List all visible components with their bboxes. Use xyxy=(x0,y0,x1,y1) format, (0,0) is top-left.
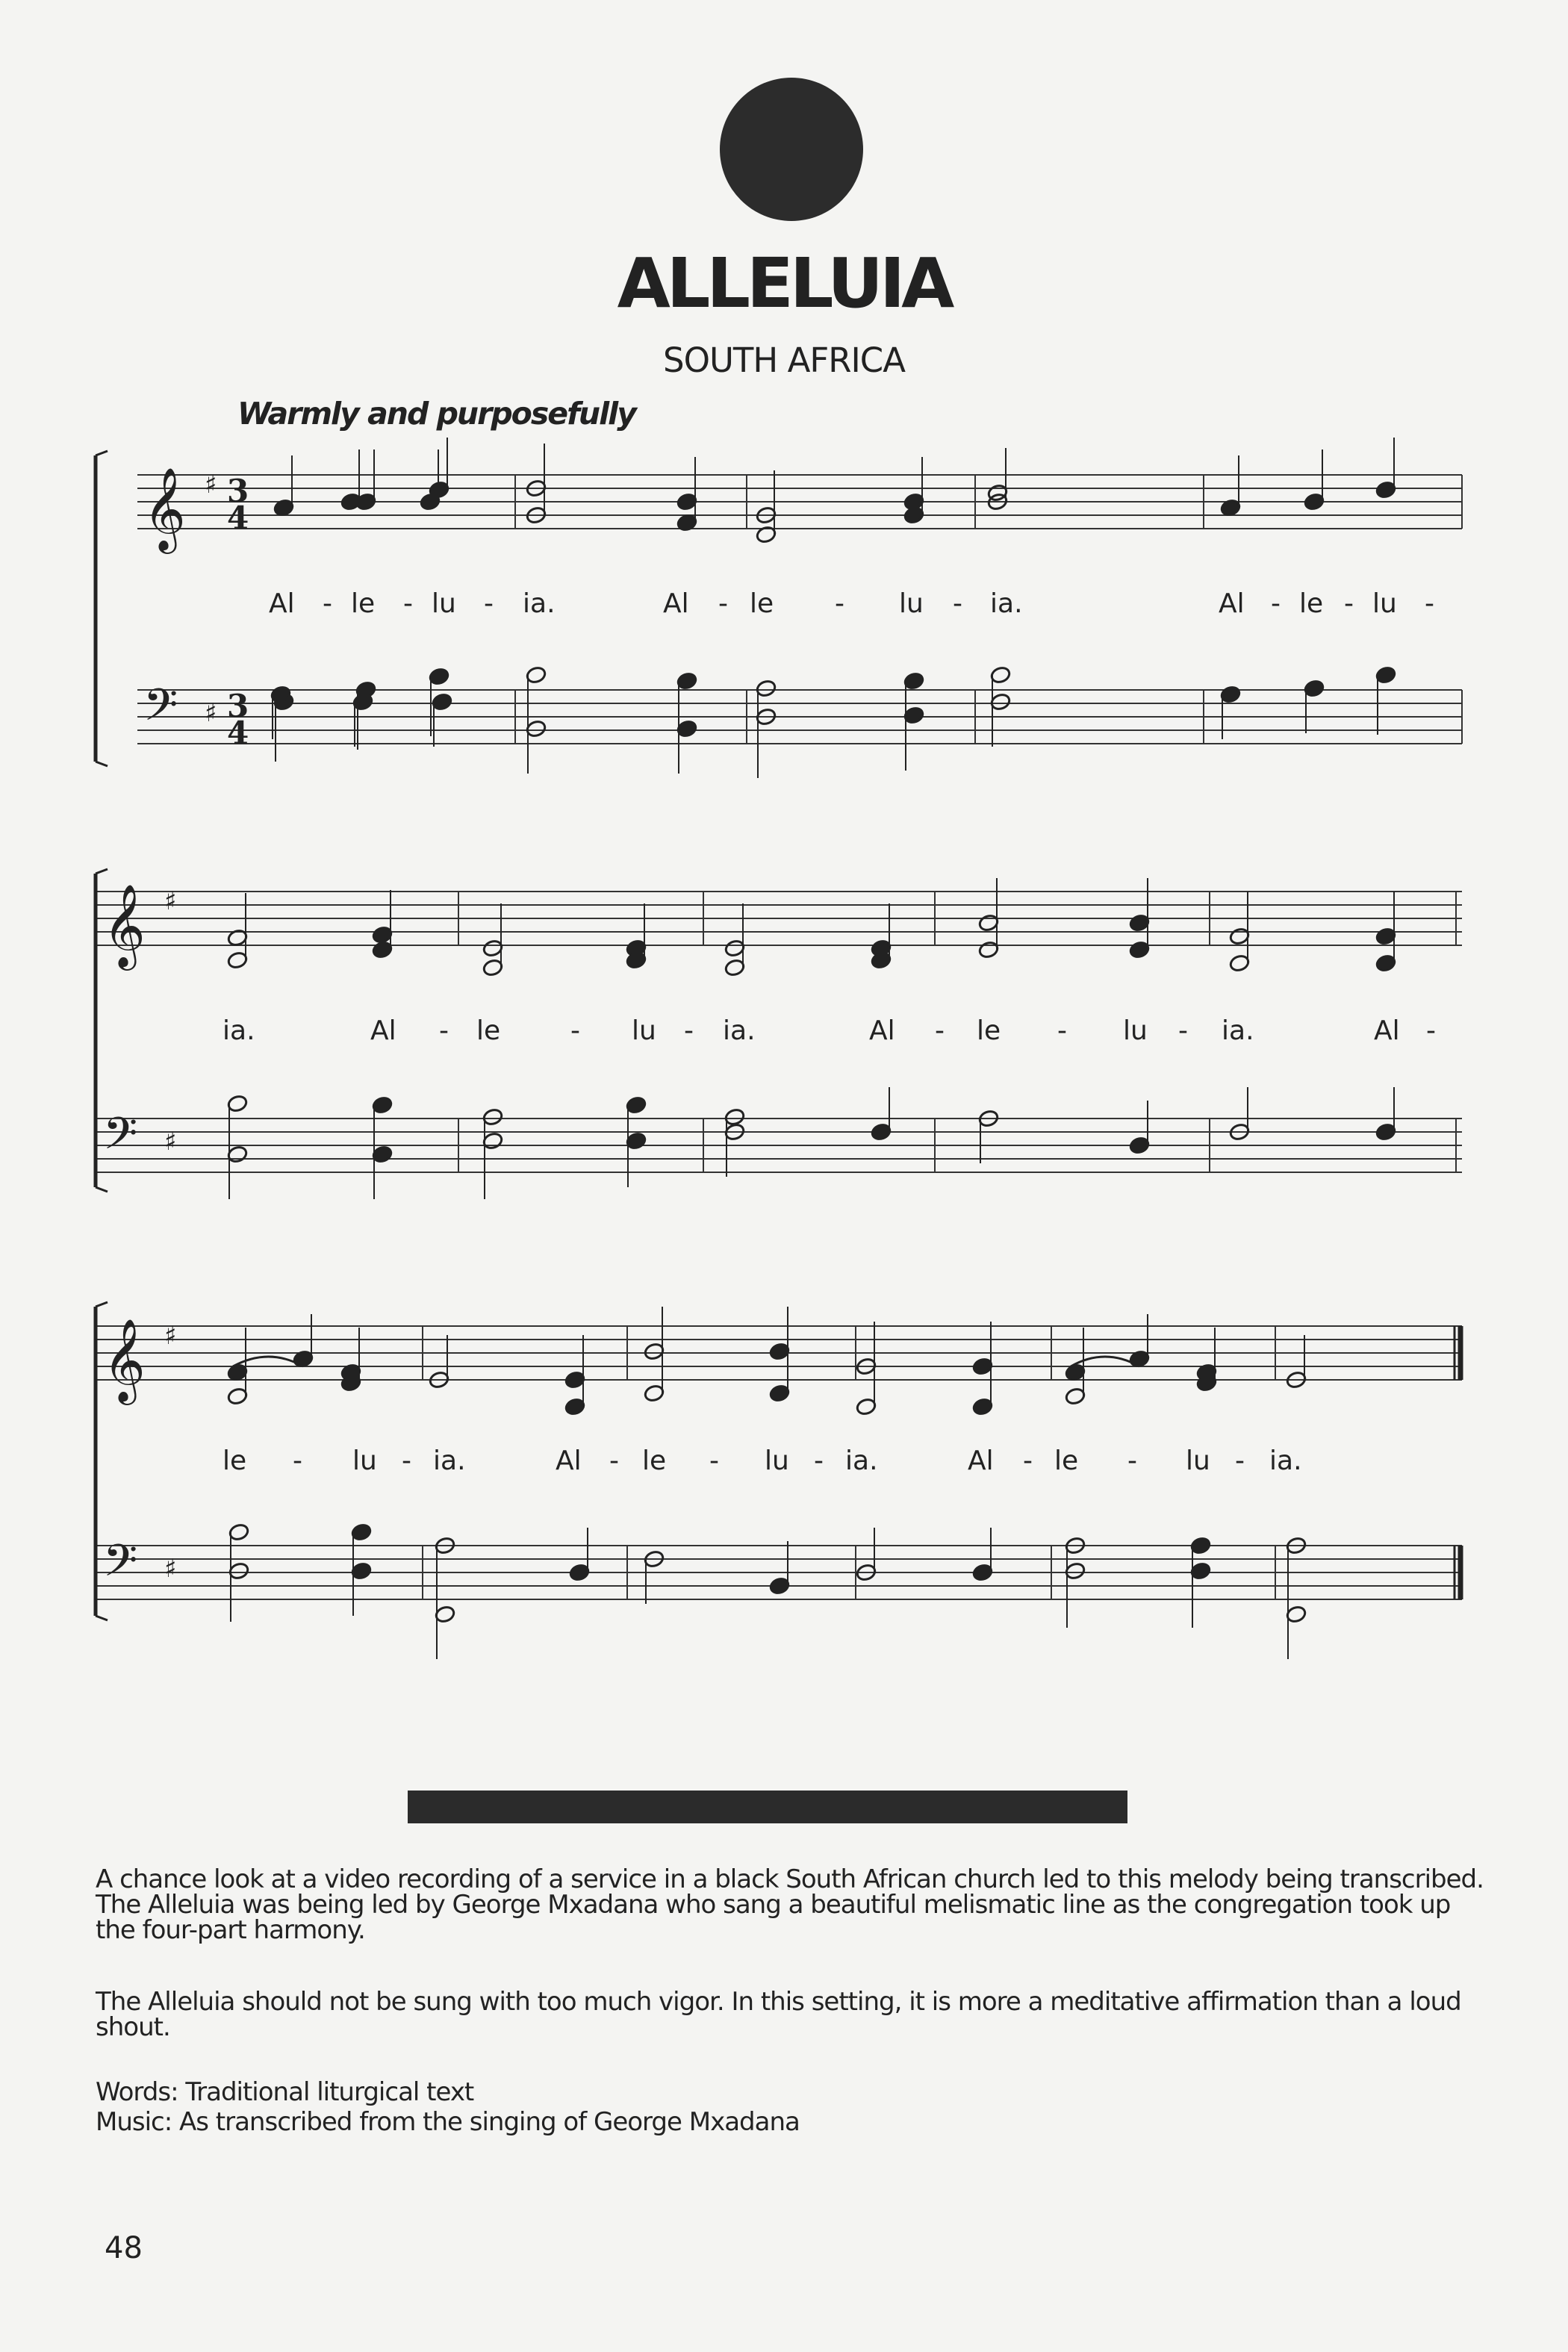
lyric-syllable: Al xyxy=(269,588,295,619)
system-bracket xyxy=(96,869,108,874)
lyric-hyphen: - xyxy=(835,588,844,619)
system-bracket xyxy=(96,451,108,455)
notes-text: The Alleluia should not be sung with too much vigor. In this setting, it is more a meditative affirmation than a loud shout. xyxy=(96,1987,1461,2042)
system-bracket xyxy=(96,1302,108,1307)
lyric-syllable: ia. xyxy=(523,588,556,619)
time-signature-top: 3 xyxy=(227,473,249,509)
lyric-syllable: ia. xyxy=(433,1446,466,1476)
lyric-syllable: ia. xyxy=(845,1446,878,1476)
lyric-syllable: ia. xyxy=(723,1015,756,1046)
lyric-hyphen: - xyxy=(484,588,494,619)
lyric-syllable: le xyxy=(750,588,774,619)
bass-clef: 𝄢 xyxy=(103,1107,138,1170)
lyric-hyphen: - xyxy=(935,1015,945,1046)
lyric-syllable: ia. xyxy=(223,1015,255,1046)
lyric-syllable: le xyxy=(476,1015,501,1046)
lyric-hyphen: - xyxy=(323,588,332,619)
lyric-hyphen: - xyxy=(1425,588,1434,619)
lyric-hyphen: - xyxy=(953,588,962,619)
lyric-syllable: Al xyxy=(869,1015,895,1046)
lyric-syllable: ia. xyxy=(1222,1015,1254,1046)
lyric-hyphen: - xyxy=(718,588,728,619)
lyric-hyphen: - xyxy=(1057,1015,1067,1046)
tempo-marking: Warmly and purposefully xyxy=(237,396,635,432)
lyric-syllable: le xyxy=(642,1446,667,1476)
lyric-hyphen: - xyxy=(293,1446,302,1476)
time-signature-bottom: 4 xyxy=(227,715,249,751)
key-signature-sharp: ♯ xyxy=(164,886,177,916)
lyric-syllable: le xyxy=(351,588,376,619)
credits xyxy=(96,2077,800,2137)
lyric-hyphen: - xyxy=(402,1446,411,1476)
lyric-syllable: le xyxy=(223,1446,247,1476)
notes-paragraph-1 xyxy=(96,1864,1492,1945)
key-signature-sharp: ♯ xyxy=(164,1321,177,1351)
bass-clef: 𝄢 xyxy=(103,1534,138,1597)
treble-clef: 𝄞 xyxy=(103,1318,146,1401)
lyric-syllable: lu xyxy=(1372,588,1397,619)
lyric-hyphen: - xyxy=(1271,588,1281,619)
page-number: 48 xyxy=(105,2231,143,2265)
lyric-syllable: le xyxy=(1299,588,1324,619)
notes-paragraph-2 xyxy=(96,1989,1492,2040)
lyric-hyphen: - xyxy=(1178,1015,1188,1046)
lyric-hyphen: - xyxy=(1235,1446,1245,1476)
lyric-syllable: ia. xyxy=(1269,1446,1302,1476)
treble-clef: 𝄞 xyxy=(143,467,186,550)
lyric-syllable: lu xyxy=(899,588,924,619)
lyric-syllable: lu xyxy=(765,1446,789,1476)
divider-bar xyxy=(408,1791,1127,1823)
key-signature-sharp: ♯ xyxy=(164,1554,177,1584)
lyric-hyphen: - xyxy=(684,1015,694,1046)
page-title: ALLELUIA xyxy=(617,243,951,323)
slur xyxy=(233,1357,303,1366)
page-subtitle: SOUTH AFRICA xyxy=(663,340,905,380)
lyric-hyphen: - xyxy=(1344,588,1354,619)
lyric-syllable: lu xyxy=(1123,1015,1148,1046)
lyric-syllable: Al xyxy=(1219,588,1245,619)
lyric-hyphen: - xyxy=(609,1446,619,1476)
lyric-hyphen: - xyxy=(709,1446,719,1476)
system-bracket xyxy=(96,1187,108,1192)
key-signature-sharp: ♯ xyxy=(205,698,217,728)
lyric-syllable: Al xyxy=(370,1015,396,1046)
key-signature-sharp: ♯ xyxy=(164,1127,177,1157)
lyric-hyphen: - xyxy=(814,1446,824,1476)
lyric-hyphen: - xyxy=(1127,1446,1137,1476)
lyric-hyphen: - xyxy=(1023,1446,1033,1476)
lyric-syllable: Al xyxy=(663,588,689,619)
lyric-syllable: le xyxy=(977,1015,1001,1046)
treble-clef: 𝄞 xyxy=(103,883,146,967)
lyric-syllable: le xyxy=(1054,1446,1079,1476)
lyric-syllable: ia. xyxy=(990,588,1023,619)
system-bracket xyxy=(96,1616,108,1620)
words-credit: Words: Traditional liturgical text xyxy=(96,2077,474,2107)
system-bracket xyxy=(96,762,108,766)
lyric-syllable: Al xyxy=(1374,1015,1400,1046)
lyric-syllable: lu xyxy=(632,1015,656,1046)
lyric-syllable: Al xyxy=(556,1446,582,1476)
lyric-syllable: lu xyxy=(1186,1446,1210,1476)
key-signature-sharp: ♯ xyxy=(205,470,217,500)
lyric-syllable: lu xyxy=(352,1446,377,1476)
lyric-hyphen: - xyxy=(403,588,413,619)
bass-clef: 𝄢 xyxy=(143,679,178,741)
time-signature-top: 3 xyxy=(227,688,249,724)
lyric-syllable: Al xyxy=(968,1446,994,1476)
music-credit: Music: As transcribed from the singing of George Mxadana xyxy=(96,2107,800,2137)
lyric-hyphen: - xyxy=(439,1015,449,1046)
lyric-hyphen: - xyxy=(570,1015,580,1046)
lyric-syllable: lu xyxy=(432,588,456,619)
time-signature-bottom: 4 xyxy=(227,500,249,536)
notes-text: A chance look at a video recording of a service in a black South African church led to this melody being transcribed. The Alleluia was being led by George Mxadana who sang a beautiful melismatic line as the congregation took up the four-part harmony. xyxy=(96,1864,1484,1945)
lyric-hyphen: - xyxy=(1426,1015,1436,1046)
slur xyxy=(1071,1357,1139,1366)
